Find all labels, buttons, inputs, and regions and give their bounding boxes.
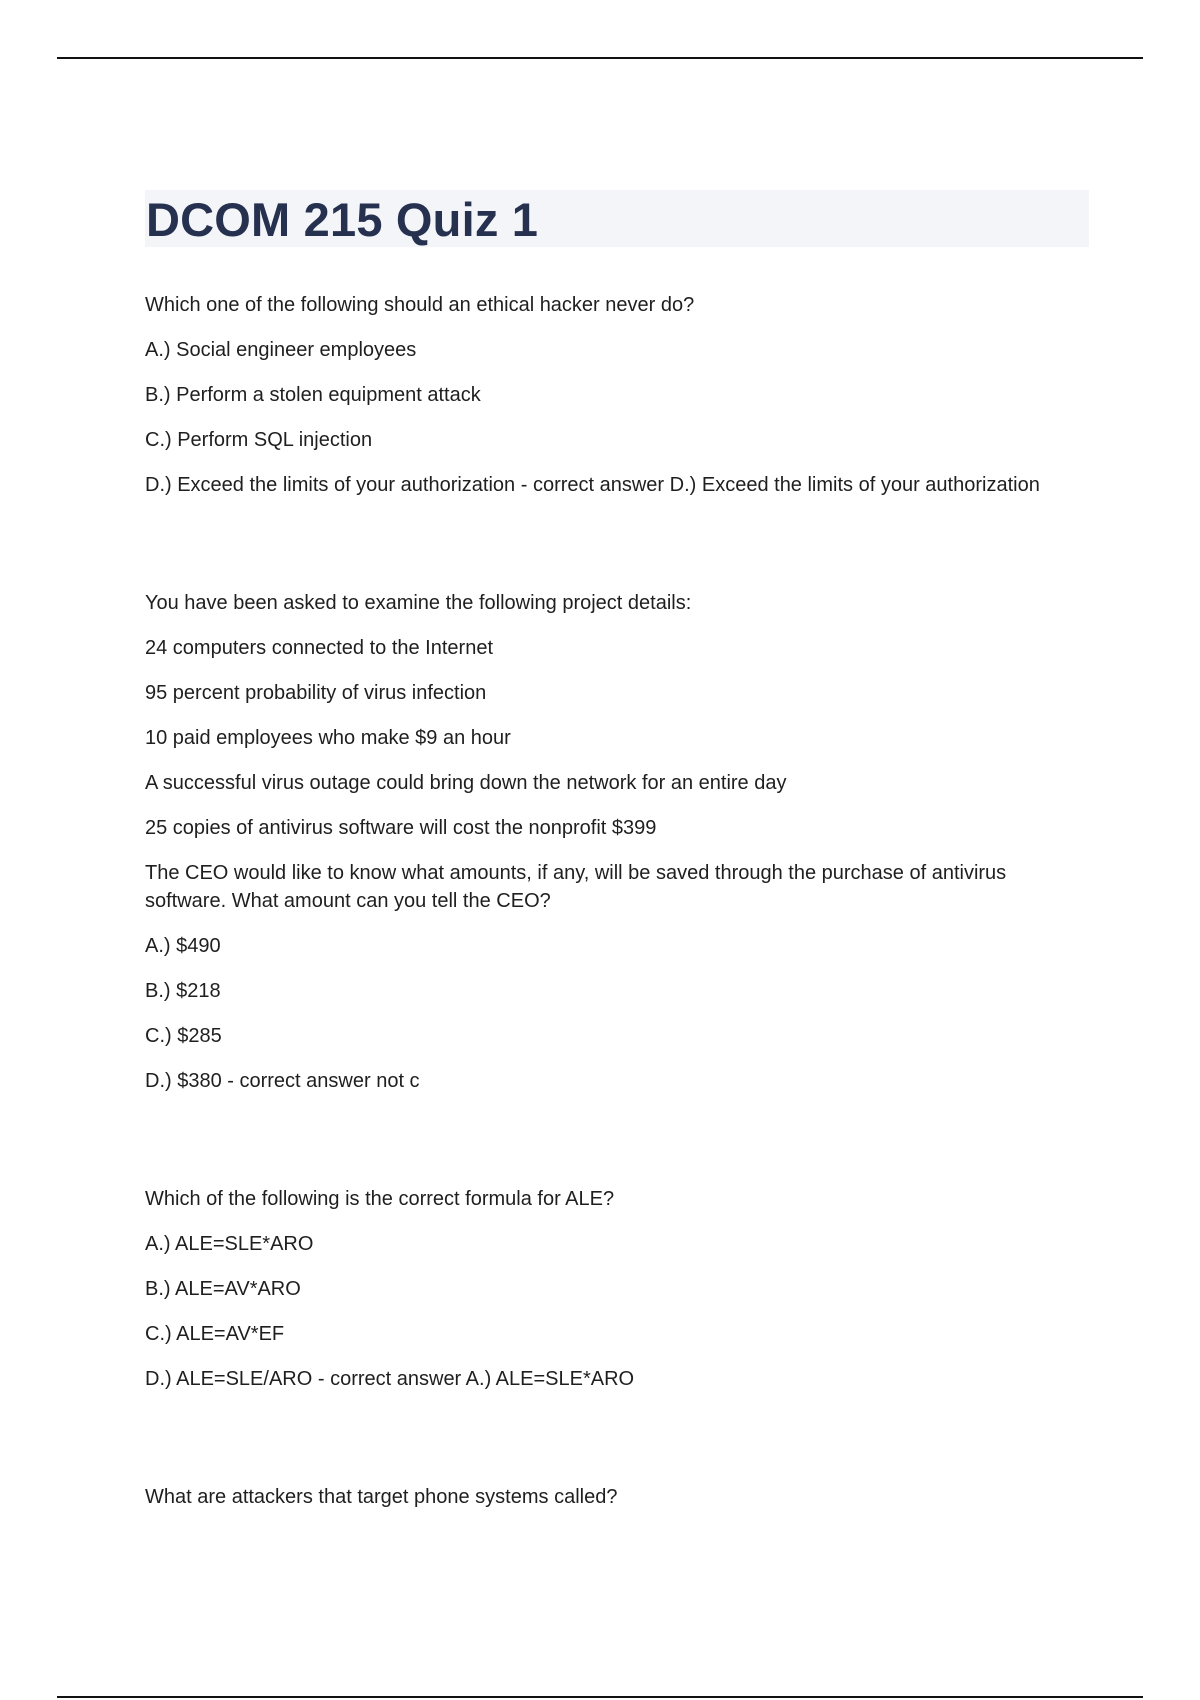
answer-option: D.) $380 - correct answer not c	[145, 1070, 420, 1092]
question-prompt: Which of the following is the correct formula for ALE?	[145, 1188, 615, 1210]
quiz-content	[145, 291, 1075, 1601]
answer-option: D.) ALE=SLE/ARO - correct answer A.) ALE=SLE*ARO	[145, 1368, 635, 1390]
project-detail: 25 copies of antivirus software will cost the nonprofit $399	[145, 817, 657, 839]
project-detail: 95 percent probability of virus infection	[145, 682, 487, 704]
question-prompt: Which one of the following should an ethical hacker never do?	[145, 294, 695, 316]
project-detail: 24 computers connected to the Internet	[145, 637, 493, 659]
answer-option: B.) Perform a stolen equipment attack	[145, 384, 481, 406]
footer-rule	[57, 1696, 1143, 1698]
question-prompt: What are attackers that target phone systems called?	[145, 1486, 618, 1508]
answer-option: C.) Perform SQL injection	[145, 429, 373, 451]
answer-option: A.) Social engineer employees	[145, 339, 417, 361]
answer-option: C.) ALE=AV*EF	[145, 1323, 285, 1345]
answer-option: C.) $285	[145, 1025, 222, 1047]
answer-option: B.) $218	[145, 980, 221, 1002]
answer-option: D.) Exceed the limits of your authorization - correct answer D.) Exceed the limits of your authorization	[145, 474, 1040, 496]
answer-option: A.) $490	[145, 935, 221, 957]
answer-option: B.) ALE=AV*ARO	[145, 1278, 301, 1300]
project-detail: The CEO would like to know what amounts, if any, will be saved through the purchase of antivirus software. What amount can you tell the CEO?	[145, 862, 1007, 912]
question-1	[145, 291, 1075, 499]
question-prompt: You have been asked to examine the following project details:	[145, 592, 692, 614]
page-title: DCOM 215 Quiz 1	[146, 193, 539, 246]
project-detail: A successful virus outage could bring down the network for an entire day	[145, 772, 787, 794]
header-rule	[57, 57, 1143, 59]
question-2	[145, 589, 1075, 1095]
question-4	[145, 1483, 1075, 1511]
question-3	[145, 1185, 1075, 1393]
answer-option: A.) ALE=SLE*ARO	[145, 1233, 314, 1255]
project-detail: 10 paid employees who make $9 an hour	[145, 727, 511, 749]
